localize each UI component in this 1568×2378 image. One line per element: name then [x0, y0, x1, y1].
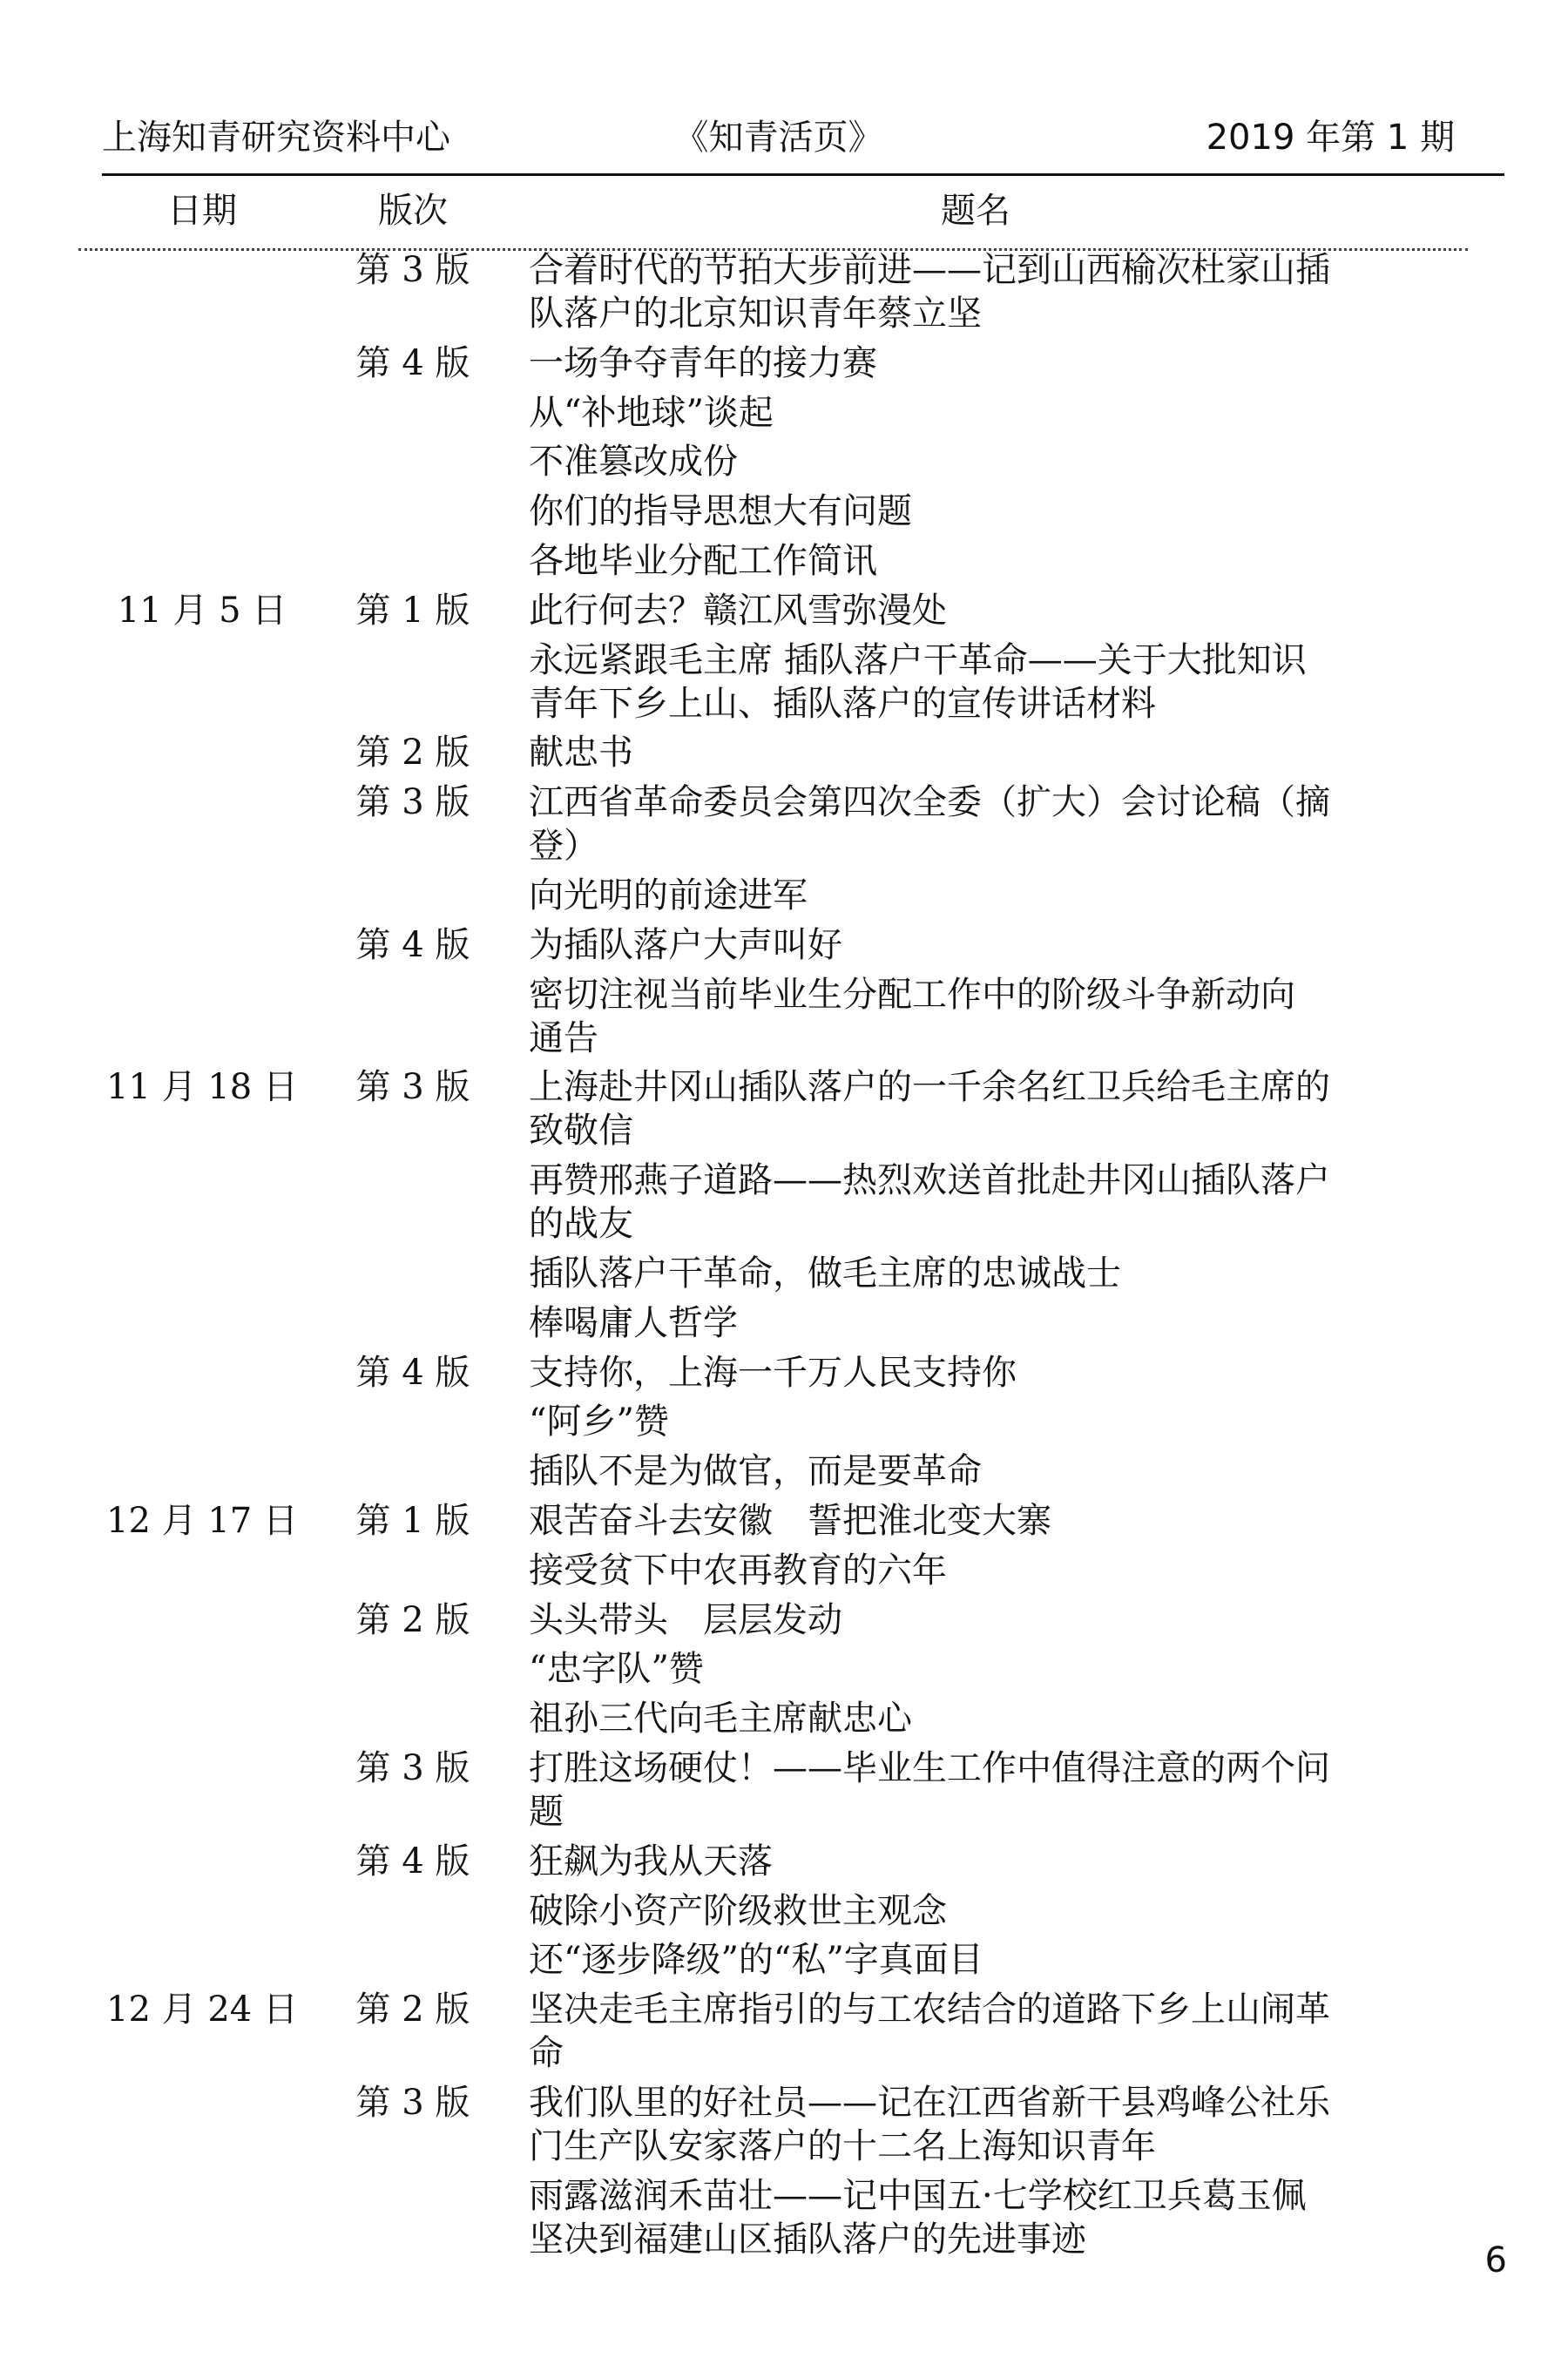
title-line: 各地毕业分配工作简讯: [529, 540, 877, 581]
row-title: [529, 1301, 1435, 1345]
title-line: 永远紧跟毛主席 插队落户干革命——关于大批知识: [529, 639, 1307, 680]
row-title: [529, 1549, 1435, 1592]
row-edition: 第 4 版: [355, 342, 470, 383]
table-row: [0, 539, 1568, 589]
table-row: [0, 2081, 1568, 2174]
table-row: [0, 973, 1568, 1066]
row-title: [529, 1938, 1435, 1982]
table-row: [0, 1840, 1568, 1889]
table-row: [0, 1065, 1568, 1159]
title-line: 雨露滋润禾苗壮——记中国五·七学校红卫兵葛玉佩: [529, 2175, 1307, 2216]
row-title: [529, 1746, 1435, 1834]
column-header-date: 日期: [167, 191, 237, 231]
row-edition: 第 3 版: [355, 782, 470, 823]
title-line: 青年下乡上山、插队落户的宣传讲话材料: [529, 683, 1156, 724]
title-line: 江西省革命委员会第四次全委（扩大）会讨论稿（摘: [529, 782, 1330, 823]
table-row: [0, 391, 1568, 441]
title-line: “忠字队”赞: [529, 1649, 704, 1690]
row-title: [529, 1159, 1435, 1246]
table-row: [0, 1647, 1568, 1697]
row-title: [529, 874, 1435, 917]
row-edition: 第 1 版: [355, 590, 470, 631]
row-edition: 第 3 版: [355, 2082, 470, 2123]
row-title: [529, 248, 1435, 335]
title-line: 祖孙三代向毛主席献忠心: [529, 1699, 912, 1740]
title-line: 一场争夺青年的接力赛: [529, 342, 877, 383]
title-line: 插队落户干革命，做毛主席的忠诚战士: [529, 1253, 1121, 1294]
row-date: 11 月 18 日: [106, 1067, 298, 1108]
title-line: 坚决到福建山区插队落户的先进事迹: [529, 2219, 1086, 2260]
table-row: [0, 780, 1568, 874]
row-edition: 第 1 版: [355, 1500, 470, 1541]
row-title: [529, 731, 1435, 774]
title-line: 艰苦奋斗去安徽 誓把淮北变大寨: [529, 1500, 1051, 1541]
title-line: “阿乡”赞: [529, 1402, 669, 1442]
title-line: 接受贫下中农再教育的六年: [529, 1550, 947, 1591]
row-edition: 第 3 版: [355, 250, 470, 290]
title-line: 我们队里的好社员——记在江西省新干县鸡峰公社乐: [529, 2082, 1330, 2123]
column-header-edition: 版次: [378, 191, 448, 231]
title-line: 破除小资产阶级救世主观念: [529, 1890, 947, 1931]
title-line: 致敬信: [529, 1111, 633, 1152]
row-edition: 第 2 版: [355, 1599, 470, 1640]
title-line: 打胜这场硬仗！——毕业生工作中值得注意的两个问: [529, 1747, 1330, 1788]
title-line: 上海赴井冈山插队落户的一千余名红卫兵给毛主席的: [529, 1067, 1330, 1108]
table-row: [0, 1351, 1568, 1401]
title-line: 此行何去？赣江风雪弥漫处: [529, 590, 947, 631]
row-title: [529, 490, 1435, 533]
title-line: 门生产队安家落户的十二名上海知识青年: [529, 2125, 1156, 2166]
table-row: [0, 1400, 1568, 1449]
row-title: [529, 1252, 1435, 1295]
row-edition: 第 4 版: [355, 924, 470, 965]
title-line: 你们的指导思想大有问题: [529, 491, 912, 532]
title-line: 献忠书: [529, 733, 633, 774]
row-title: [529, 2174, 1435, 2261]
row-edition: 第 4 版: [355, 1352, 470, 1393]
column-header-title: 题名: [941, 191, 1010, 231]
table-row: [0, 589, 1568, 638]
row-edition: 第 2 版: [355, 1990, 470, 2030]
title-line: 的战友: [529, 1204, 633, 1245]
row-edition: 第 4 版: [355, 1841, 470, 1881]
table-row: [0, 1697, 1568, 1746]
issue-number: 2019 年第 1 期: [1206, 118, 1455, 158]
article-table: [0, 248, 1568, 2267]
title-line: 题: [529, 1791, 564, 1832]
title-line: 从“补地球”谈起: [529, 392, 774, 433]
row-date: 12 月 24 日: [106, 1990, 298, 2030]
row-title: [529, 1499, 1435, 1543]
title-line: 密切注视当前毕业生分配工作中的阶级斗争新动向: [529, 974, 1295, 1015]
title-line: 还“逐步降级”的“私”字真面目: [529, 1940, 983, 1981]
title-line: 向光明的前途进军: [529, 875, 808, 915]
title-line: 头头带头 层层发动: [529, 1599, 842, 1640]
table-row: [0, 1549, 1568, 1598]
row-title: [529, 1889, 1435, 1933]
row-title: [529, 1988, 1435, 2075]
table-row: [0, 1449, 1568, 1499]
table-row: [0, 1746, 1568, 1840]
title-line: 插队不是为做官，而是要革命: [529, 1451, 982, 1492]
header-divider: [102, 173, 1504, 176]
page-number: 6: [1484, 2240, 1507, 2280]
table-row: [0, 1499, 1568, 1549]
row-title: [529, 780, 1435, 868]
row-title: [529, 923, 1435, 967]
table-row: [0, 1252, 1568, 1301]
title-line: 登）: [529, 826, 598, 867]
row-date: 12 月 17 日: [106, 1500, 298, 1541]
row-title: [529, 1351, 1435, 1395]
table-row: [0, 490, 1568, 539]
row-title: [529, 539, 1435, 583]
table-row: [0, 341, 1568, 391]
title-line: 通告: [529, 1017, 598, 1058]
title-line: 坚决走毛主席指引的与工农结合的道路下乡上山闹革: [529, 1990, 1330, 2030]
row-title: [529, 1697, 1435, 1740]
table-row: [0, 1889, 1568, 1939]
title-line: 再赞邢燕子道路——热烈欢送首批赴井冈山插队落户: [529, 1160, 1330, 1201]
table-row: [0, 1988, 1568, 2081]
title-line: 合着时代的节拍大步前进——记到山西榆次杜家山插: [529, 250, 1330, 290]
title-line: 为插队落户大声叫好: [529, 924, 842, 965]
table-row: [0, 248, 1568, 341]
row-title: [529, 1598, 1435, 1642]
publisher-name: 上海知青研究资料中心: [102, 118, 450, 158]
row-title: [529, 391, 1435, 435]
title-line: 不准篡改成份: [529, 442, 738, 483]
row-title: [529, 589, 1435, 632]
title-line: 命: [529, 2033, 564, 2074]
row-date: 11 月 5 日: [117, 590, 287, 631]
title-line: 狂飙为我从天落: [529, 1841, 773, 1881]
row-title: [529, 1400, 1435, 1443]
row-title: [529, 341, 1435, 385]
table-row: [0, 1301, 1568, 1351]
publication-title: 《知青活页》: [673, 118, 883, 158]
table-row: [0, 2174, 1568, 2267]
table-row: [0, 1598, 1568, 1648]
title-line: 支持你，上海一千万人民支持你: [529, 1352, 1017, 1393]
row-title: [529, 1449, 1435, 1493]
row-title: [529, 638, 1435, 726]
row-title: [529, 1647, 1435, 1691]
row-title: [529, 2081, 1435, 2168]
table-row: [0, 1159, 1568, 1252]
page-header: [102, 111, 1455, 164]
table-row: [0, 731, 1568, 780]
row-title: [529, 1065, 1435, 1152]
row-edition: 第 2 版: [355, 733, 470, 774]
row-title: [529, 973, 1435, 1060]
title-line: 队落户的北京知识青年蔡立坚: [529, 294, 982, 334]
row-title: [529, 440, 1435, 483]
row-edition: 第 3 版: [355, 1067, 470, 1108]
table-row: [0, 874, 1568, 923]
title-line: 棒喝庸人哲学: [529, 1302, 738, 1343]
table-row: [0, 923, 1568, 973]
table-row: [0, 440, 1568, 490]
table-row: [0, 638, 1568, 732]
table-row: [0, 1938, 1568, 1988]
row-title: [529, 1840, 1435, 1883]
row-edition: 第 3 版: [355, 1747, 470, 1788]
